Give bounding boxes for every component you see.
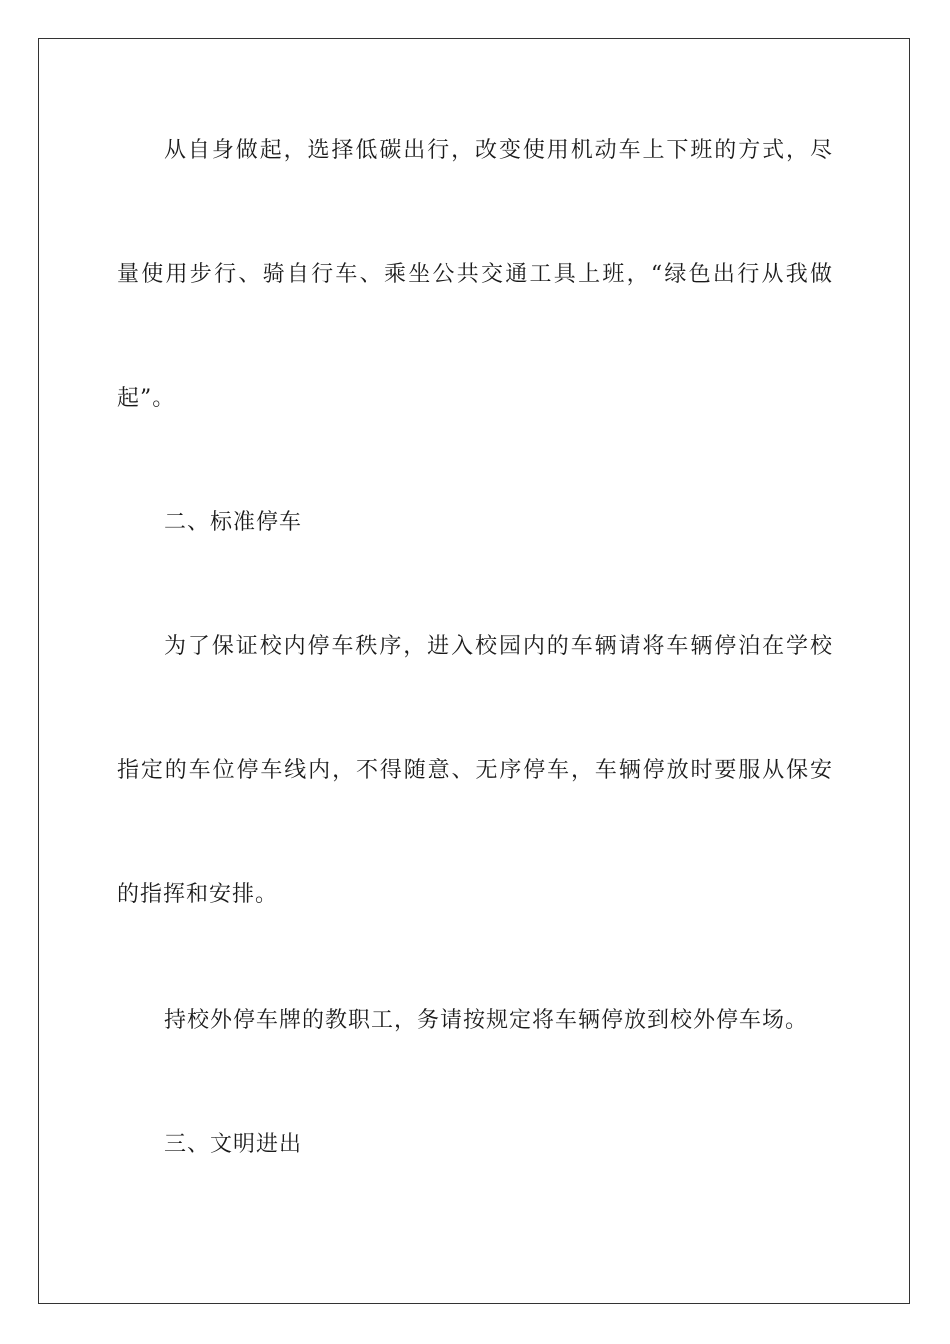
- paragraph-2-line-1: 为了保证校内停车秩序，进入校园内的车辆请将车辆停泊在学校: [164, 634, 833, 659]
- paragraph-1-line-1: 从自身做起，选择低碳出行，改变使用机动车上下班的方式，尽: [164, 138, 833, 163]
- section-heading-2: 二、标准停车: [164, 510, 303, 535]
- paragraph-2-line-2: 指定的车位停车线内，不得随意、无序停车，车辆停放时要服从保安: [117, 758, 833, 783]
- paragraph-1-line-3: 起”。: [117, 386, 176, 411]
- paragraph-3-line-1: 持校外停车牌的教职工，务请按规定将车辆停放到校外停车场。: [164, 1008, 809, 1033]
- page-border: [38, 38, 910, 1304]
- paragraph-1-line-2: 量使用步行、骑自行车、乘坐公共交通工具上班，“绿色出行从我做: [117, 262, 833, 287]
- paragraph-2-line-3: 的指挥和安排。: [117, 882, 279, 907]
- section-heading-3: 三、文明进出: [164, 1132, 303, 1157]
